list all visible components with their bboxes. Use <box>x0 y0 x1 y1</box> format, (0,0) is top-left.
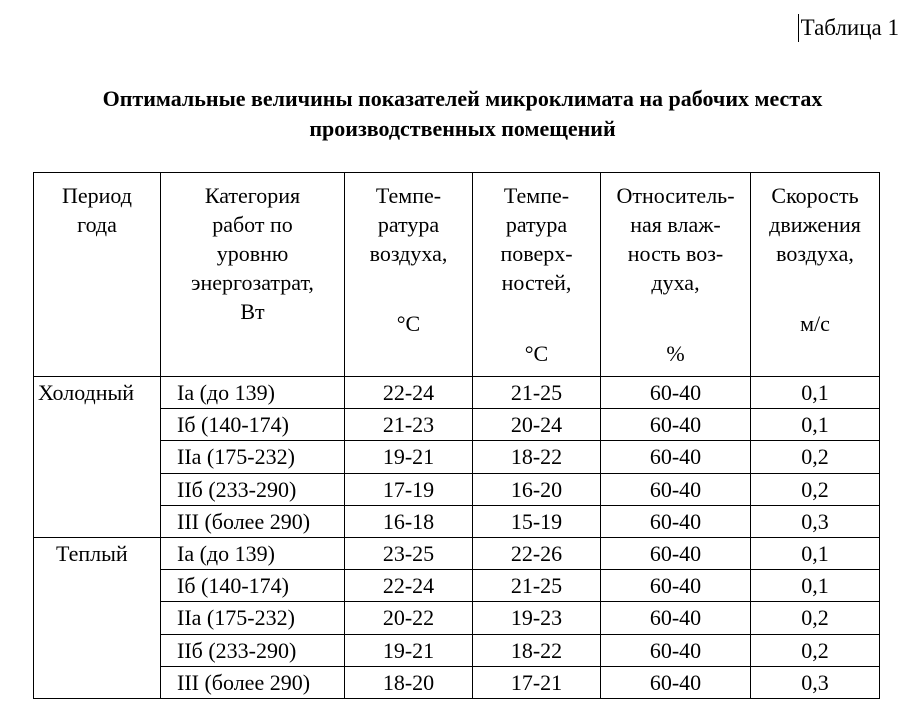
header-air-temp-unit: °C <box>396 311 421 336</box>
cell-period <box>34 409 161 441</box>
cell-surface-temp: 15-19 <box>473 505 601 537</box>
header-surface-temp-line: поверх- <box>500 241 573 266</box>
cell-air-temp: 21-23 <box>345 409 473 441</box>
header-category-line: Категория <box>204 183 301 208</box>
cell-humidity: 60-40 <box>601 537 751 569</box>
header-air-speed-line: движения <box>769 212 861 237</box>
header-surface-temp-line: ностей, <box>501 270 572 295</box>
table-row <box>34 666 880 698</box>
cell-surface-temp: 16-20 <box>473 473 601 505</box>
table-row <box>34 473 880 505</box>
cell-period <box>34 602 161 634</box>
cell-humidity: 60-40 <box>601 441 751 473</box>
cell-air-speed: 0,2 <box>751 441 880 473</box>
header-surface-temp-line: ратура <box>505 212 568 237</box>
cell-surface-temp: 21-25 <box>473 570 601 602</box>
header-category-line: работ по <box>212 212 293 237</box>
header-air-speed-unit: м/с <box>800 311 830 336</box>
cell-category: IIб (233-290) <box>161 634 345 666</box>
header-air-temperature <box>345 173 473 377</box>
cell-period <box>34 441 161 473</box>
header-surface-temperature <box>473 173 601 377</box>
microclimate-table <box>33 172 880 699</box>
header-humidity-line: ность воз- <box>627 241 724 266</box>
cell-surface-temp: 20-24 <box>473 409 601 441</box>
cell-humidity: 60-40 <box>601 377 751 409</box>
header-air-temp-line: Темпе- <box>375 183 442 208</box>
cell-air-speed: 0,2 <box>751 473 880 505</box>
cell-humidity: 60-40 <box>601 409 751 441</box>
header-humidity-line: духа, <box>651 270 700 295</box>
cell-humidity: 60-40 <box>601 634 751 666</box>
table-title-line-1: Оптимальные величины показателей микроклимата на рабочих местах <box>102 86 823 111</box>
cell-category: Iа (до 139) <box>161 537 345 569</box>
cell-humidity: 60-40 <box>601 570 751 602</box>
cell-air-speed: 0,1 <box>751 377 880 409</box>
cell-air-speed: 0,1 <box>751 570 880 602</box>
cell-air-temp: 19-21 <box>345 634 473 666</box>
table-row <box>34 570 880 602</box>
cell-category: IIб (233-290) <box>161 473 345 505</box>
cell-air-speed: 0,2 <box>751 602 880 634</box>
cell-category: III (более 290) <box>161 666 345 698</box>
cell-air-temp: 23-25 <box>345 537 473 569</box>
header-category <box>161 173 345 377</box>
cell-category: Iа (до 139) <box>161 377 345 409</box>
cell-humidity: 60-40 <box>601 666 751 698</box>
header-row <box>34 173 880 377</box>
cell-period: Холодный <box>34 377 161 409</box>
header-air-speed-line: Скорость <box>771 183 859 208</box>
cell-period <box>34 666 161 698</box>
cell-air-temp: 22-24 <box>345 377 473 409</box>
table-row <box>34 537 880 569</box>
cell-air-temp: 17-19 <box>345 473 473 505</box>
cell-humidity: 60-40 <box>601 505 751 537</box>
cell-surface-temp: 18-22 <box>473 441 601 473</box>
cell-humidity: 60-40 <box>601 473 751 505</box>
cell-air-temp: 16-18 <box>345 505 473 537</box>
cell-surface-temp: 22-26 <box>473 537 601 569</box>
cell-period <box>34 473 161 505</box>
table-title-line-2: производственных помещений <box>309 116 616 141</box>
cell-surface-temp: 21-25 <box>473 377 601 409</box>
header-humidity <box>601 173 751 377</box>
cell-humidity: 60-40 <box>601 602 751 634</box>
header-category-line: уровню <box>216 241 289 266</box>
cell-air-temp: 18-20 <box>345 666 473 698</box>
cell-surface-temp: 17-21 <box>473 666 601 698</box>
header-humidity-unit: % <box>666 341 685 366</box>
table-number: Таблица 1 <box>798 14 899 42</box>
header-air-temp-line: воздуха, <box>369 241 448 266</box>
header-humidity-line: Относитель- <box>616 183 735 208</box>
cell-surface-temp: 18-22 <box>473 634 601 666</box>
cell-air-speed: 0,3 <box>751 666 880 698</box>
header-category-line: Вт <box>240 299 265 324</box>
header-period-line: Период <box>62 183 132 208</box>
header-category-line: энергозатрат, <box>191 270 314 295</box>
cell-period <box>34 570 161 602</box>
table-row <box>34 634 880 666</box>
table-row <box>34 441 880 473</box>
cell-air-speed: 0,2 <box>751 634 880 666</box>
header-surface-temp-unit: °C <box>524 341 549 366</box>
header-air-speed-line: воздуха, <box>776 241 854 266</box>
table-title <box>20 84 905 144</box>
cell-air-temp: 19-21 <box>345 441 473 473</box>
cell-period <box>34 634 161 666</box>
header-period <box>34 173 161 377</box>
cell-period: Теплый <box>34 537 161 569</box>
header-surface-temp-line: Темпе- <box>503 183 570 208</box>
header-humidity-line: ная влаж- <box>630 212 721 237</box>
header-air-speed <box>751 173 880 377</box>
table-row <box>34 505 880 537</box>
cell-surface-temp: 19-23 <box>473 602 601 634</box>
cell-period <box>34 505 161 537</box>
cell-air-speed: 0,3 <box>751 505 880 537</box>
cell-category: Iб (140-174) <box>161 570 345 602</box>
cell-category: IIа (175-232) <box>161 602 345 634</box>
cell-category: Iб (140-174) <box>161 409 345 441</box>
table-row <box>34 377 880 409</box>
header-air-temp-line: ратура <box>377 212 440 237</box>
header-period-line: года <box>77 212 117 237</box>
cell-air-speed: 0,1 <box>751 409 880 441</box>
table-row <box>34 409 880 441</box>
cell-air-temp: 20-22 <box>345 602 473 634</box>
table-row <box>34 602 880 634</box>
cell-air-speed: 0,1 <box>751 537 880 569</box>
cell-air-temp: 22-24 <box>345 570 473 602</box>
cell-category: IIа (175-232) <box>161 441 345 473</box>
cell-category: III (более 290) <box>161 505 345 537</box>
